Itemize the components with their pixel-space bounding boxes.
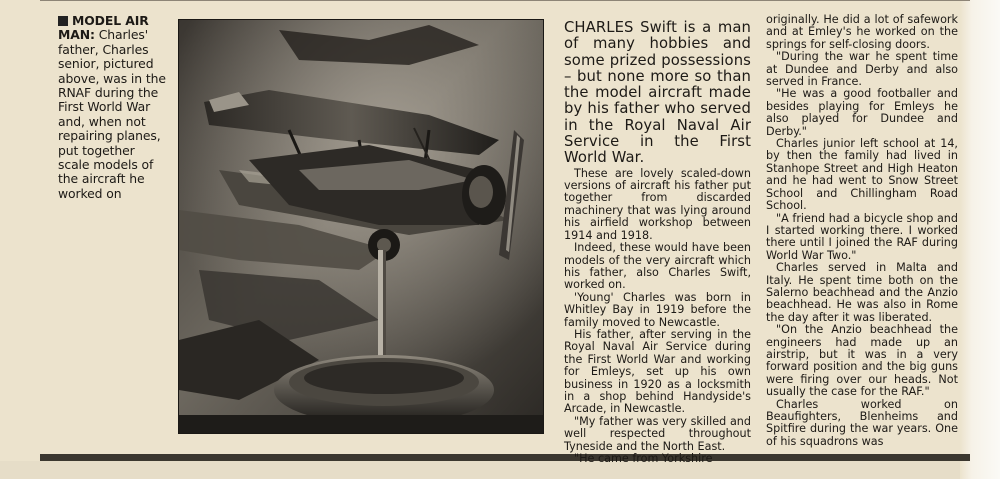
article-paragraph: "He was a good footballer and besides playing for Emleys he also played for Dundee and Derby." xyxy=(766,87,958,138)
page-shadow xyxy=(0,461,1000,479)
article-paragraph: "During the war he spent time at Dundee and Derby and also served in France. xyxy=(766,50,958,89)
article-paragraph: Charles worked on Beaufighters, Blenheims and Spitfire during the war years. One of his squadrons was xyxy=(766,397,958,448)
article-column-1 xyxy=(564,14,751,465)
photo-caption xyxy=(58,14,168,201)
article-lead: CHARLES Swift is a man of many hobbies and some prized possessions – but none more so than the model aircraft made by his father who served in the Royal Naval Air Service in the First World War. xyxy=(564,19,751,167)
article-paragraph: originally. He did a lot of safework and at Emley's he worked on the springs for self-closing doors. xyxy=(766,13,958,51)
article-paragraph: "He came from Yorkshire xyxy=(574,452,713,466)
article-column-2 xyxy=(766,14,958,448)
top-rule xyxy=(40,0,970,1)
article-paragraph: These are lovely scaled-down versions of aircraft his father put together from discarded machinery that was lying around his airfield workshop between 1914 and 1918. xyxy=(564,166,751,242)
article-paragraph: Charles served in Malta and Italy. He spent time both on the Salerno beachhead and the Anzio beachhead. He was also in Rome the day after it was liberated. xyxy=(766,261,958,324)
page-edge xyxy=(960,0,1000,479)
article-paragraph: "My father was very skilled and well respected throughout Tyneside and the North East. xyxy=(564,414,751,453)
article-paragraph: His father, after serving in the Royal Naval Air Service during the First World War and working for Emleys, set up his own business in 1920 as a locksmith in a shop behind Handyside's Arcade, in Newcastle. xyxy=(564,327,751,416)
article-paragraph: "A friend had a bicycle shop and I started working there. I worked there until I joined the RAF during World War Two." xyxy=(766,211,958,262)
article-paragraph: "On the Anzio beachhead the engineers had made up an airstrip, but it was in a very forward position and the big guns were firing over our heads. Not usually the case for the RAF." xyxy=(766,323,958,399)
article-paragraph: 'Young' Charles was born in Whitley Bay in 1919 before the family moved to Newcastle. xyxy=(564,290,751,329)
caption-bullet-icon xyxy=(58,16,68,26)
caption-body: Charles' father, Charles senior, pictured above, was in the RNAF during the First World War and, when not repairing planes, put together scale models of the aircraft he worked on xyxy=(58,27,166,201)
model-biplane-photo xyxy=(178,19,544,434)
bottom-rule xyxy=(40,454,970,461)
article-paragraph: Charles junior left school at 14, by then the family had lived in Stanhope Street and High Heaton and he had went to Snow Street School and Chillingham Road School. xyxy=(766,137,958,213)
caption-head: MODEL AIR MAN: xyxy=(58,13,149,43)
article-paragraph: Indeed, these would have been models of the very aircraft which his father, also Charles Swift, worked on. xyxy=(564,241,751,292)
biplane-photo-illustration xyxy=(179,20,543,433)
